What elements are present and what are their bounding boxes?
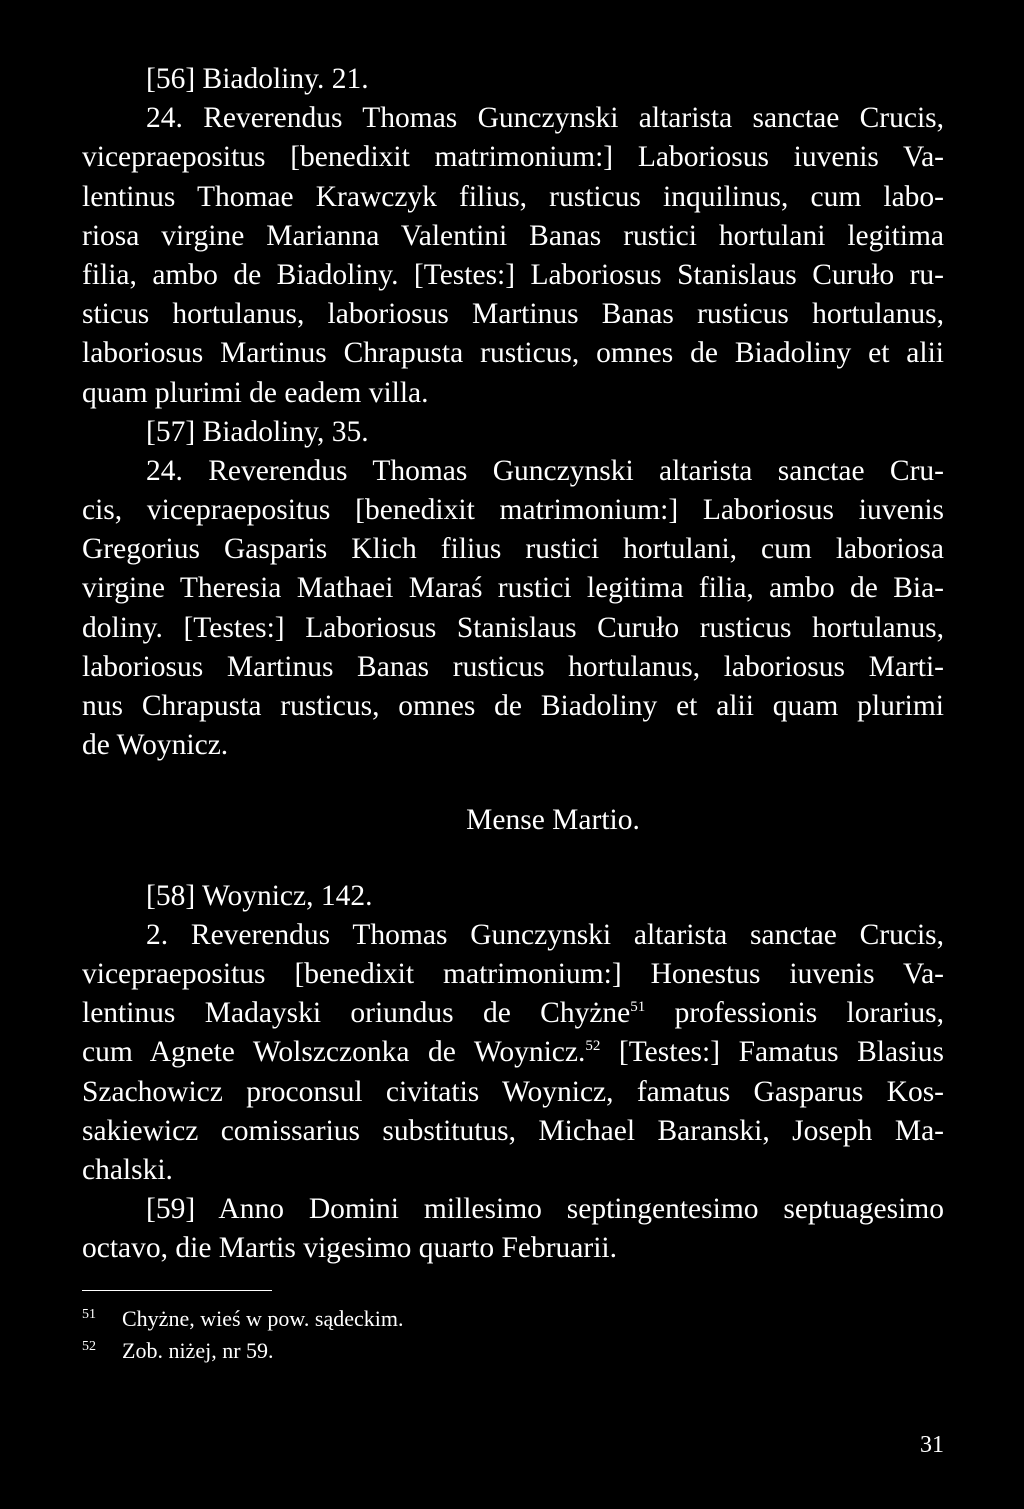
entry-58-line-7: chalski. xyxy=(82,1153,173,1186)
entry-58-line-6: sakiewicz comissarius substitutus, Michael Baranski, Joseph Ma- xyxy=(82,1114,944,1147)
entry-56-line-3: lentinus Thomae Krawczyk filius, rusticus inquilinus, cum labo- xyxy=(82,180,944,213)
document-page xyxy=(82,60,944,1367)
entry-header-57: [57] Biadoliny, 35. xyxy=(146,415,369,448)
entry-58-line-2: vicepraepositus [benedixit matrimonium:] Honestus iuvenis Va- xyxy=(82,957,944,990)
page-number: 31 xyxy=(920,1432,944,1458)
entry-57-line-6: laboriosus Martinus Banas rusticus hortulanus, laboriosus Marti- xyxy=(82,650,944,683)
entry-58-line-4 xyxy=(82,1033,944,1072)
entry-57-line-2: cis, vicepraepositus [benedixit matrimonium:] Laboriosus iuvenis xyxy=(82,494,944,527)
spacer xyxy=(82,841,944,877)
spacer xyxy=(82,765,944,801)
entry-56-line-7: laboriosus Martinus Chrapusta rusticus, omnes de Biadoliny et alii xyxy=(82,337,944,370)
footnote-ref-52: 52 xyxy=(585,1038,601,1055)
footnote-text: Chyżne, wieś w pow. sądeckim. xyxy=(122,1306,404,1332)
month-heading: Mense Martio. xyxy=(466,804,640,837)
entry-56-line-5: filia, ambo de Biadoliny. [Testes:] Laboriosus Stanislaus Curuło ru- xyxy=(82,258,944,291)
entry-56-line-8: quam plurimi de eadem villa. xyxy=(82,376,429,409)
entry-57-line-5: doliny. [Testes:] Laboriosus Stanislaus Curuło rusticus hortulanus, xyxy=(82,611,944,644)
entry-58-line-1: 2. Reverendus Thomas Gunczynski altarista sanctae Crucis, xyxy=(146,918,944,951)
footnote-ref-51: 51 xyxy=(630,999,646,1016)
entry-57-line-3: Gregorius Gasparis Klich filius rustici hortulani, cum laboriosa xyxy=(82,533,944,566)
entry-57-line-7: nus Chrapusta rusticus, omnes de Biadoliny et alii quam plurimi xyxy=(82,690,944,722)
entry-header-58: [58] Woynicz, 142. xyxy=(146,879,373,912)
entry-58-line-3-text-a: lentinus Madayski oriundus de Chyżne xyxy=(82,997,631,1030)
footnote-text: Zob. niżej, nr 59. xyxy=(122,1338,274,1364)
entry-header-56: [56] Biadoliny. 21. xyxy=(146,63,369,95)
entry-58-line-3 xyxy=(82,994,944,1033)
entry-58-line-4-text-b: [Testes:] Famatus Blasius xyxy=(600,1036,944,1069)
footnote-51: 51 Chyżne, wieś w pow. sądeckim. xyxy=(82,1306,404,1332)
entry-58-line-5: Szachowicz proconsul civitatis Woynicz, famatus Gasparus Kos- xyxy=(82,1075,944,1108)
entry-57-line-4: virgine Theresia Mathaei Maraś rustici legitima filia, ambo de Bia- xyxy=(82,572,944,605)
entry-59-line-1: [59] Anno Domini millesimo septingentesimo septuagesimo xyxy=(146,1193,944,1226)
entry-56-line-2: vicepraepositus [benedixit matrimonium:] Laboriosus iuvenis Va- xyxy=(82,141,944,174)
entry-56-line-6: sticus hortulanus, laboriosus Martinus Banas rusticus hortulanus, xyxy=(82,298,944,331)
entry-59-line-2: octavo, die Martis vigesimo quarto Februarii. xyxy=(82,1232,617,1265)
entry-57-line-1: 24. Reverendus Thomas Gunczynski altarista sanctae Cru- xyxy=(146,454,944,487)
entry-56-line-1: 24. Reverendus Thomas Gunczynski altarista sanctae Crucis, xyxy=(146,102,944,135)
entry-57-line-8: de Woynicz. xyxy=(82,729,229,762)
entry-58-line-3-text-b: professionis lorarius, xyxy=(645,997,944,1030)
footnote-divider xyxy=(82,1290,272,1291)
footnote-52: 52 Zob. niżej, nr 59. xyxy=(82,1338,274,1364)
entry-58-line-4-text-a: cum Agnete Wolszczonka de Woynicz. xyxy=(82,1036,586,1069)
entry-56-line-4: riosa virgine Marianna Valentini Banas rustici hortulani legitima xyxy=(82,219,944,252)
